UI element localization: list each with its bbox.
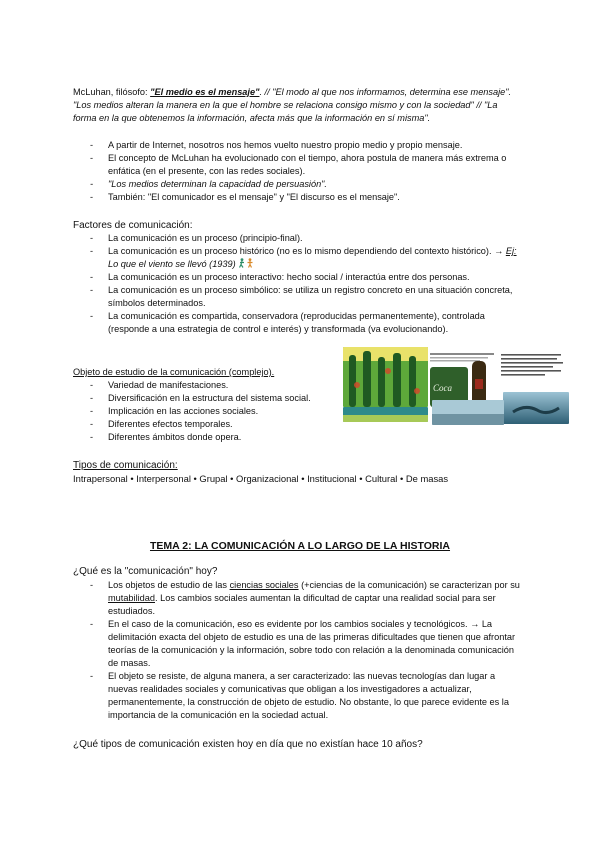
- example-label: Ej:: [505, 246, 517, 256]
- list-item: - Los objetos de estudio de las ciencias sociales (+ciencias de la comunicación) se caracterizan por su mutabilidad. Los cambios sociales aumentan la dificultad de captar una realidad social para ser estudiados.: [90, 579, 520, 618]
- list-item: - En el caso de la comunicación, eso es evidente por los cambios sociales y tecnológicos. → La delimitación exacta del objeto de estudio es una de las primeras dificultades que tienen que afrontar teorías de la comunicación y la información, sobre todo con relación a la denominada comunicación de masas.: [90, 618, 520, 670]
- intro-bullets: [90, 139, 520, 204]
- mutabilidad-link: mutabilidad: [108, 593, 155, 603]
- collage-green-image: [343, 347, 428, 407]
- list-item: - Diferentes ámbitos donde opera.: [90, 431, 350, 444]
- list-item: - La comunicación es un proceso interactivo: hecho social / interactúa entre dos personas.: [90, 271, 520, 284]
- tipos-list: Intrapersonal • Interpersonal • Grupal • Organizacional • Institucional • Cultural • De masas: [73, 473, 449, 484]
- list-item: - La comunicación es un proceso (principio-final).: [90, 232, 520, 245]
- objeto-list: [90, 379, 350, 444]
- mcluhan-quotes: . // "El modo al que nos informamos, determina ese mensaje". "Los medios alteran la manera en la que el hombre se relaciona consigo mismo y con la sociedad" // "La forma en la que obtenemos la información, afecta más que la información en sí misma".: [73, 87, 512, 123]
- factores-list: [90, 232, 520, 336]
- list-item: - La comunicación es compartida, conservadora (reproducidas permanentemente), controlada (responde a una estrategia de control e interés) y transformada (va evolucionando).: [90, 310, 520, 336]
- collage-teal-image: [343, 407, 428, 422]
- mcluhan-paragraph: [73, 86, 523, 125]
- example-title: Lo que el viento se llevó (1939): [108, 259, 239, 269]
- person-standing-icon: [246, 258, 254, 268]
- list-item: - Diversificación en la estructura del sistema social.: [90, 392, 350, 405]
- list-item: - A partir de Internet, nosotros nos hemos vuelto nuestro propio medio y propio mensaje.: [90, 139, 520, 152]
- mcluhan-quote: "El medio es el mensaje": [150, 87, 260, 97]
- factores-title: Factores de comunicación:: [73, 220, 193, 231]
- list-item: - Diferentes efectos temporales.: [90, 418, 350, 431]
- sea-bottom-image: [432, 400, 504, 425]
- list-item: - El objeto se resiste, de alguna manera, a ser caracterizado: las nuevas tecnologías dan lugar a nuevas realidades sociales y comunicativas que obligan a los investigadores a actualizar, permanentemente, la construcción de objeto de estudio. No obstante, lo que parece evidente es la importancia de la comunicación en la sociedad actual.: [90, 670, 520, 722]
- ciencias-sociales-link: ciencias sociales: [229, 580, 299, 590]
- tema2-list: [90, 579, 520, 722]
- list-item: - La comunicación es un proceso simbólico: se utiliza un registro concreto en una situación concreta, símbolos determinados.: [90, 284, 520, 310]
- tema2-heading: TEMA 2: LA COMUNICACIÓN A LO LARGO DE LA HISTORIA: [149, 540, 451, 552]
- mcluhan-intro: McLuhan, filósofo:: [73, 87, 151, 97]
- person-walking-icon: [238, 258, 246, 268]
- objeto-title: Objeto de estudio de la comunicación (complejo).: [73, 367, 275, 377]
- svg-text:Coca: Coca: [433, 383, 452, 393]
- underwater-image: [503, 392, 569, 424]
- question-1: ¿Qué es la "comunicación" hoy?: [73, 566, 218, 577]
- list-item: - El concepto de McLuhan ha evolucionado con el tiempo, ahora postula de manera más extrema o enfática (en el presente, con las redes sociales).: [90, 152, 520, 178]
- list-item: - Implicación en las acciones sociales.: [90, 405, 350, 418]
- list-item: - Variedad de manifestaciones.: [90, 379, 350, 392]
- tipos-title: Tipos de comunicación:: [73, 460, 178, 471]
- list-item: - También: "El comunicador es el mensaje" y "El discurso es el mensaje".: [90, 191, 520, 204]
- list-item: - "Los medios determinan la capacidad de persuasión".: [90, 178, 520, 191]
- question-2: ¿Qué tipos de comunicación existen hoy en día que no existían hace 10 años?: [73, 739, 423, 750]
- list-item: - La comunicación es un proceso histórico (no es lo mismo dependiendo del contexto histórico). → Ej: Lo que el viento se llevó (1939): [90, 245, 520, 271]
